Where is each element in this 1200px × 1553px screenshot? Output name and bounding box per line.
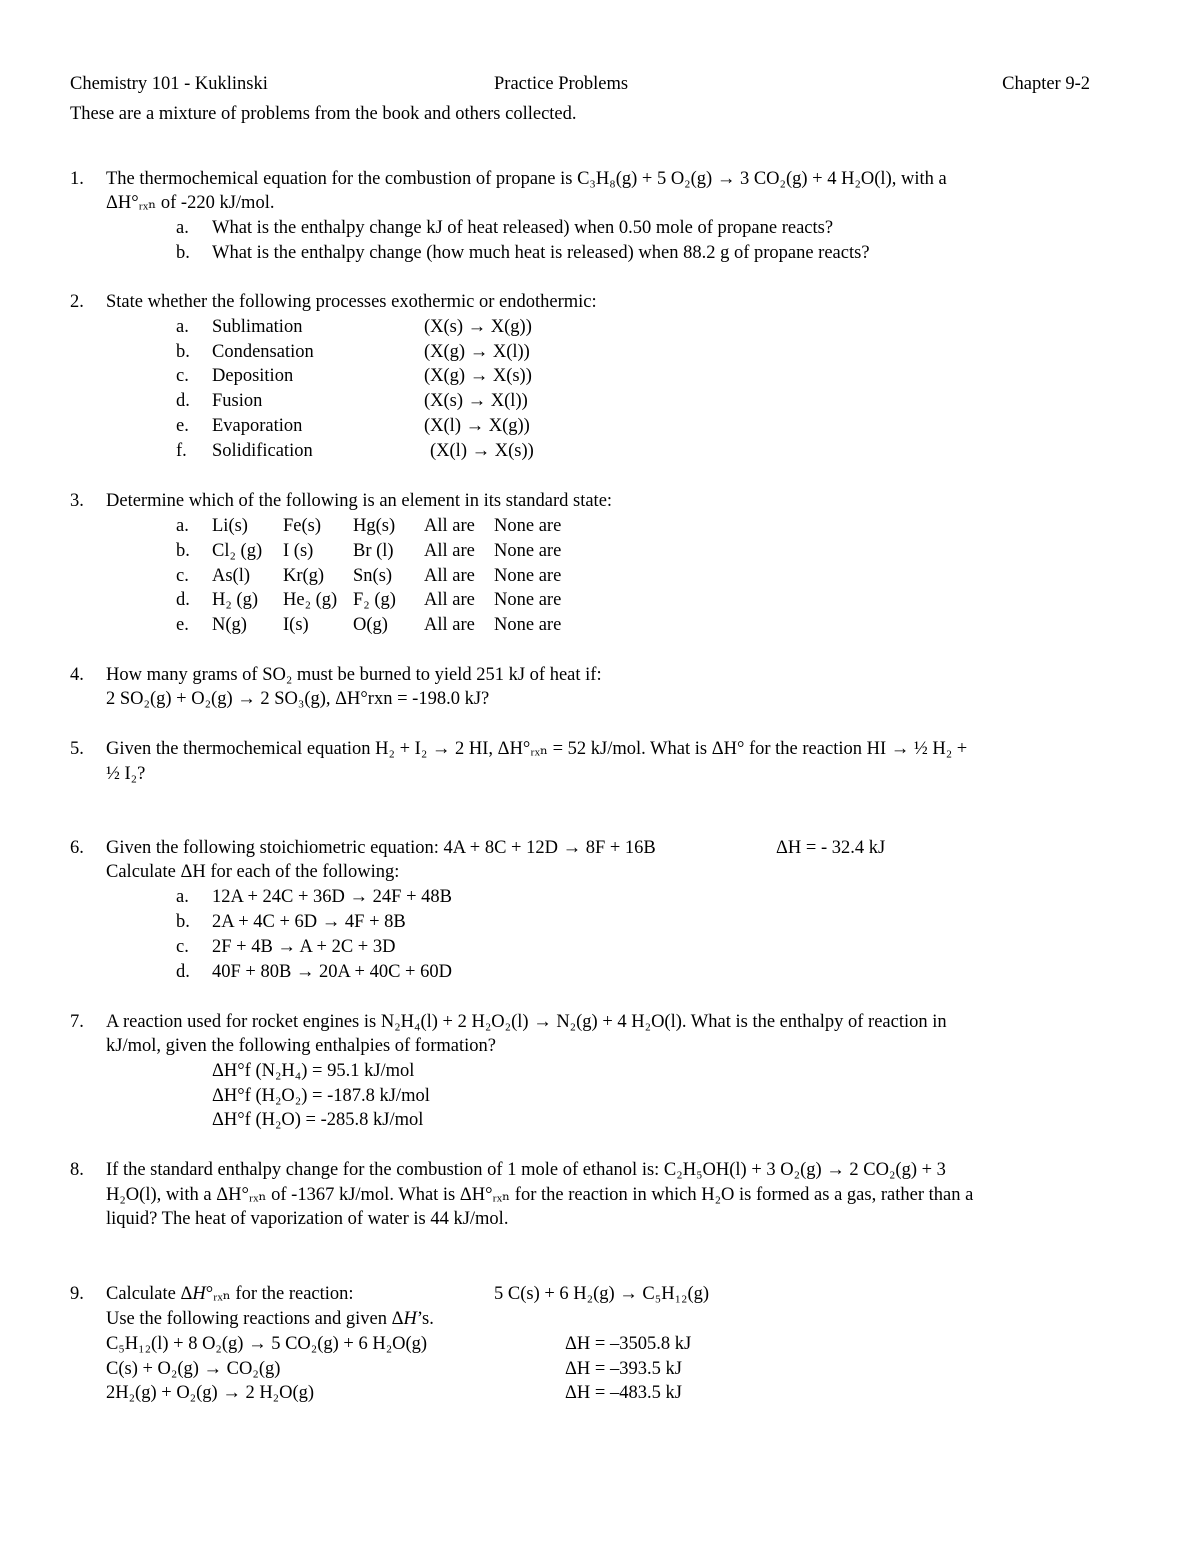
species-option: Br (l) (353, 541, 394, 561)
species-option: O(g) (353, 615, 388, 635)
process-name: Deposition (212, 366, 294, 386)
part-label: c. (176, 366, 189, 386)
reaction-equation: 2 SO₂(g) + O₂(g) → 2 SO₃(g), ΔH°rxn = -198.0 kJ? (106, 689, 490, 709)
part-label: d. (176, 962, 190, 982)
choice-none: None are (494, 615, 562, 635)
process-equation: (X(s) → X(l)) (424, 391, 528, 411)
formation-enthalpy: ΔH°f (N₂H₄) = 95.1 kJ/mol (212, 1061, 415, 1081)
part-label: e. (176, 615, 189, 635)
question-text: Determine which of the following is an element in its standard state: (106, 491, 613, 511)
process-name: Solidification (212, 441, 313, 461)
given-enthalpy: ΔH = –483.5 kJ (565, 1383, 682, 1403)
process-equation: (X(g) → X(s)) (424, 366, 532, 386)
species-option: Sn(s) (353, 566, 393, 586)
species-option: I(s) (283, 615, 309, 635)
part-text: 2A + 4C + 6D → 4F + 8B (212, 912, 406, 932)
text-fragment: ’s. (416, 1309, 434, 1329)
part-label: a. (176, 218, 189, 238)
question-number: 7. (70, 1012, 84, 1032)
question-number: 9. (70, 1284, 84, 1304)
species-option: Hg(s) (353, 516, 396, 536)
part-label: a. (176, 516, 189, 536)
species-option: N(g) (212, 615, 247, 635)
part-text: What is the enthalpy change kJ of heat released) when 0.50 mole of propane reacts? (212, 218, 834, 238)
part-text: 2F + 4B → A + 2C + 3D (212, 937, 396, 957)
species-option: Li(s) (212, 516, 248, 536)
choice-none: None are (494, 566, 562, 586)
choice-none: None are (494, 516, 562, 536)
question-number: 6. (70, 838, 84, 858)
process-equation: (X(g) → X(l)) (424, 342, 530, 362)
text-fragment: °ᵣₓₙ for the reaction: (205, 1284, 354, 1304)
species-option: F₂ (g) (353, 590, 396, 610)
part-text: 40F + 80B → 20A + 40C + 60D (212, 962, 452, 982)
choice-all: All are (424, 566, 475, 586)
choice-none: None are (494, 590, 562, 610)
question-text: The thermochemical equation for the combustion of propane is C₃H₈(g) + 5 O₂(g) → 3 CO₂(g) + 4 H₂O(l), with a (106, 169, 947, 189)
part-label: b. (176, 912, 190, 932)
question-text: A reaction used for rocket engines is N₂H₄(l) + 2 H₂O₂(l) → N₂(g) + 4 H₂O(l). What is the enthalpy of reaction in (106, 1012, 947, 1032)
part-label: a. (176, 887, 189, 907)
target-reaction: 5 C(s) + 6 H₂(g) → C₅H₁₂(g) (494, 1284, 710, 1304)
part-label: a. (176, 317, 189, 337)
choice-all: All are (424, 615, 475, 635)
intro-text: These are a mixture of problems from the book and others collected. (70, 104, 577, 124)
species-option: Fe(s) (283, 516, 322, 536)
question-text: How many grams of SO₂ must be burned to yield 251 kJ of heat if: (106, 665, 602, 685)
process-equation: (X(l) → X(s)) (430, 441, 534, 461)
question-text: kJ/mol, given the following enthalpies of formation? (106, 1036, 496, 1056)
question-text: H₂O(l), with a ΔH°ᵣₓₙ of -1367 kJ/mol. What is ΔH°ᵣₓₙ for the reaction in which H₂O is formed as a gas, rather than a (106, 1185, 974, 1205)
species-option: He₂ (g) (283, 590, 338, 610)
given-reaction: C₅H₁₂(l) + 8 O₂(g) → 5 CO₂(g) + 6 H₂O(g) (106, 1334, 428, 1354)
given-reaction: C(s) + O₂(g) → CO₂(g) (106, 1359, 281, 1379)
choice-none: None are (494, 541, 562, 561)
question-text (106, 1307, 434, 1332)
species-option: H₂ (g) (212, 590, 259, 610)
question-number: 1. (70, 169, 84, 189)
question-text: Given the following stoichiometric equation: 4A + 8C + 12D → 8F + 16B (106, 838, 656, 858)
choice-all: All are (424, 590, 475, 610)
text-fragment: H (192, 1284, 206, 1304)
choice-all: All are (424, 541, 475, 561)
part-label: c. (176, 937, 189, 957)
part-label: b. (176, 342, 190, 362)
formation-enthalpy: ΔH°f (H₂O₂) = -187.8 kJ/mol (212, 1086, 430, 1106)
question-text: Given the thermochemical equation H₂ + I₂ → 2 HI, ΔH°ᵣₓₙ = 52 kJ/mol. What is ΔH° for the reaction HI → ½ H₂ + (106, 739, 968, 759)
question-text: State whether the following processes exothermic or endothermic: (106, 292, 597, 312)
part-label: f. (176, 441, 187, 461)
given-enthalpy: ΔH = –3505.8 kJ (565, 1334, 692, 1354)
part-text: 12A + 24C + 36D → 24F + 48B (212, 887, 452, 907)
part-label: b. (176, 541, 190, 561)
process-name: Evaporation (212, 416, 303, 436)
question-text (106, 1282, 354, 1307)
part-label: b. (176, 243, 190, 263)
text-fragment: Use the following reactions and given Δ (106, 1309, 404, 1329)
question-number: 2. (70, 292, 84, 312)
part-label: c. (176, 566, 189, 586)
question-text: Calculate ΔH for each of the following: (106, 862, 400, 882)
process-name: Sublimation (212, 317, 303, 337)
question-number: 4. (70, 665, 84, 685)
species-option: Kr(g) (283, 566, 325, 586)
question-number: 8. (70, 1160, 84, 1180)
species-option: Cl₂ (g) (212, 541, 263, 561)
question-text: If the standard enthalpy change for the combustion of 1 mole of ethanol is: C₂H₅OH(l) + 3 O₂(g) → 2 CO₂(g) + 3 (106, 1160, 946, 1180)
choice-all: All are (424, 516, 475, 536)
question-number: 5. (70, 739, 84, 759)
process-equation: (X(s) → X(g)) (424, 317, 532, 337)
process-name: Fusion (212, 391, 263, 411)
process-name: Condensation (212, 342, 314, 362)
species-option: I (s) (283, 541, 314, 561)
formation-enthalpy: ΔH°f (H₂O) = -285.8 kJ/mol (212, 1110, 424, 1130)
question-text: ½ I₂? (106, 764, 146, 784)
enthalpy-value: ΔH = - 32.4 kJ (776, 838, 886, 858)
question-number: 3. (70, 491, 84, 511)
worksheet-title: Practice Problems (494, 74, 629, 94)
chapter-label: Chapter 9-2 (1002, 74, 1090, 94)
process-equation: (X(l) → X(g)) (424, 416, 530, 436)
text-fragment: H (403, 1309, 417, 1329)
part-label: d. (176, 590, 190, 610)
question-text: ΔH°ᵣₓₙ of -220 kJ/mol. (106, 193, 275, 213)
question-text: liquid? The heat of vaporization of water is 44 kJ/mol. (106, 1209, 509, 1229)
part-label: d. (176, 391, 190, 411)
given-enthalpy: ΔH = –393.5 kJ (565, 1359, 682, 1379)
part-label: e. (176, 416, 189, 436)
part-text: What is the enthalpy change (how much heat is released) when 88.2 g of propane reacts? (212, 243, 870, 263)
course-title: Chemistry 101 - Kuklinski (70, 74, 268, 94)
text-fragment: Calculate Δ (106, 1284, 193, 1304)
species-option: As(l) (212, 566, 251, 586)
given-reaction: 2H₂(g) + O₂(g) → 2 H₂O(g) (106, 1383, 315, 1403)
